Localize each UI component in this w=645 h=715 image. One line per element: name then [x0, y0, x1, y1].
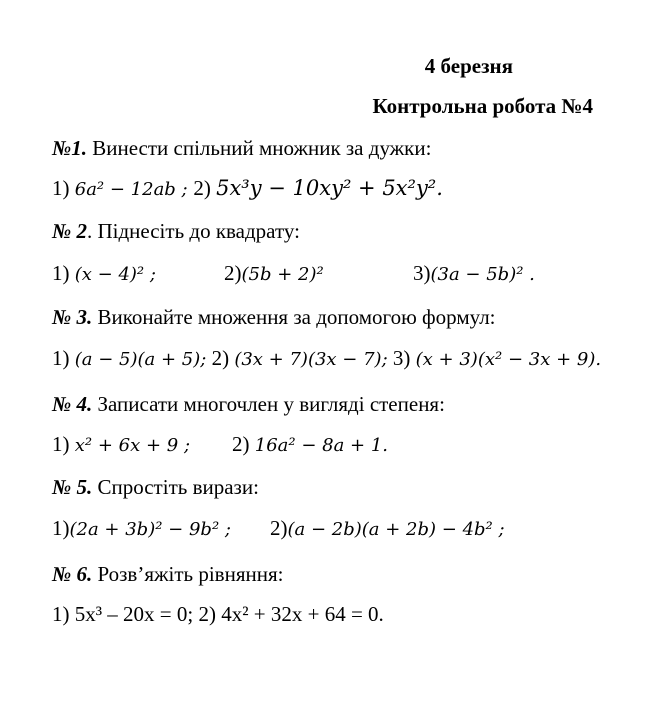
- task-1-item-1-expr: 6a² − 12ab ;: [74, 179, 194, 200]
- task-3-heading: [52, 305, 496, 330]
- task-5-item-1-label: 1): [52, 516, 70, 540]
- task-2-number: № 2: [52, 219, 87, 243]
- task-2-item-1-label: 1): [52, 261, 75, 285]
- task-3-number: № 3.: [52, 305, 93, 329]
- task-5-item-2: [270, 516, 505, 541]
- task-2-items: [52, 261, 156, 286]
- task-6-item-1-expr: 5x³ – 20x = 0;: [74, 602, 194, 626]
- task-4-item-1-label: 1): [52, 432, 75, 456]
- task-2-item-3: [413, 261, 535, 286]
- task-5-item-2-label: 2): [270, 516, 288, 540]
- task-5-number: № 5.: [52, 475, 93, 499]
- task-1-item-2-expr: 5x³y − 10xy² + 5x²y².: [216, 176, 443, 200]
- task-2-item-2-expr: (5b + 2)²: [241, 264, 324, 285]
- task-2-item-3-label: 3): [413, 261, 431, 285]
- task-6-items: [52, 602, 384, 627]
- task-1-number: №1.: [52, 136, 87, 160]
- task-1-instruction: Винести спільний множник за дужки:: [86, 136, 432, 160]
- task-3-items: [52, 346, 601, 371]
- task-3-instruction: Виконайте множення за допомогою формул:: [92, 305, 496, 329]
- task-2-item-2: [224, 261, 324, 286]
- task-3-item-3-expr: (x + 3)(x² − 3x + 9).: [415, 349, 602, 370]
- task-1-item-2-label: 2): [193, 176, 217, 200]
- task-2-item-3-expr: (3a − 5b)² .: [430, 264, 535, 285]
- task-6-instruction: Розв’яжіть рівняння:: [92, 562, 284, 586]
- task-6-number: № 6.: [52, 562, 93, 586]
- document-title: Контрольна робота №4: [372, 94, 593, 118]
- task-4-item-2-expr: 16a² − 8a + 1.: [254, 435, 389, 456]
- date-header: 4 березня: [424, 54, 513, 78]
- task-3-item-2-label: 2): [211, 346, 235, 370]
- task-5-items: [52, 516, 231, 541]
- task-6-item-2-label: 2): [198, 602, 222, 626]
- task-4-item-1-expr: x² + 6x + 9 ;: [74, 435, 191, 456]
- task-5-item-2-expr: (a − 2b)(a + 2b) − 4b² ;: [287, 519, 505, 540]
- task-6-item-2-expr: 4x² + 32x + 64 = 0.: [221, 602, 384, 626]
- task-3-item-3-label: 3): [392, 346, 416, 370]
- task-4-item-2-label: 2): [232, 432, 255, 456]
- task-4-number: № 4.: [52, 392, 93, 416]
- task-5-heading: [52, 475, 259, 500]
- task-5-instruction: Спростіть вирази:: [92, 475, 259, 499]
- task-3-item-1-label: 1): [52, 346, 75, 370]
- task-2-item-1-expr: (x − 4)² ;: [74, 264, 156, 285]
- task-2-instruction: . Піднесіть до квадрату:: [86, 219, 300, 243]
- task-4-instruction: Записати многочлен у вигляді степеня:: [92, 392, 445, 416]
- task-6-item-1-label: 1): [52, 602, 75, 626]
- task-3-item-1-expr: (a − 5)(a + 5);: [74, 349, 207, 370]
- task-6-heading: [52, 562, 283, 587]
- task-4-items: [52, 432, 190, 457]
- task-1-items: [52, 176, 443, 201]
- task-4-heading: [52, 392, 445, 417]
- task-2-item-2-label: 2): [224, 261, 242, 285]
- task-5-item-1-expr: (2a + 3b)² − 9b² ;: [69, 519, 231, 540]
- task-2-heading: [52, 219, 300, 244]
- task-1-item-1-label: 1): [52, 176, 75, 200]
- task-4-item-2: [232, 432, 388, 457]
- task-1-heading: [52, 136, 431, 161]
- task-3-item-2-expr: (3x + 7)(3x − 7);: [234, 349, 388, 370]
